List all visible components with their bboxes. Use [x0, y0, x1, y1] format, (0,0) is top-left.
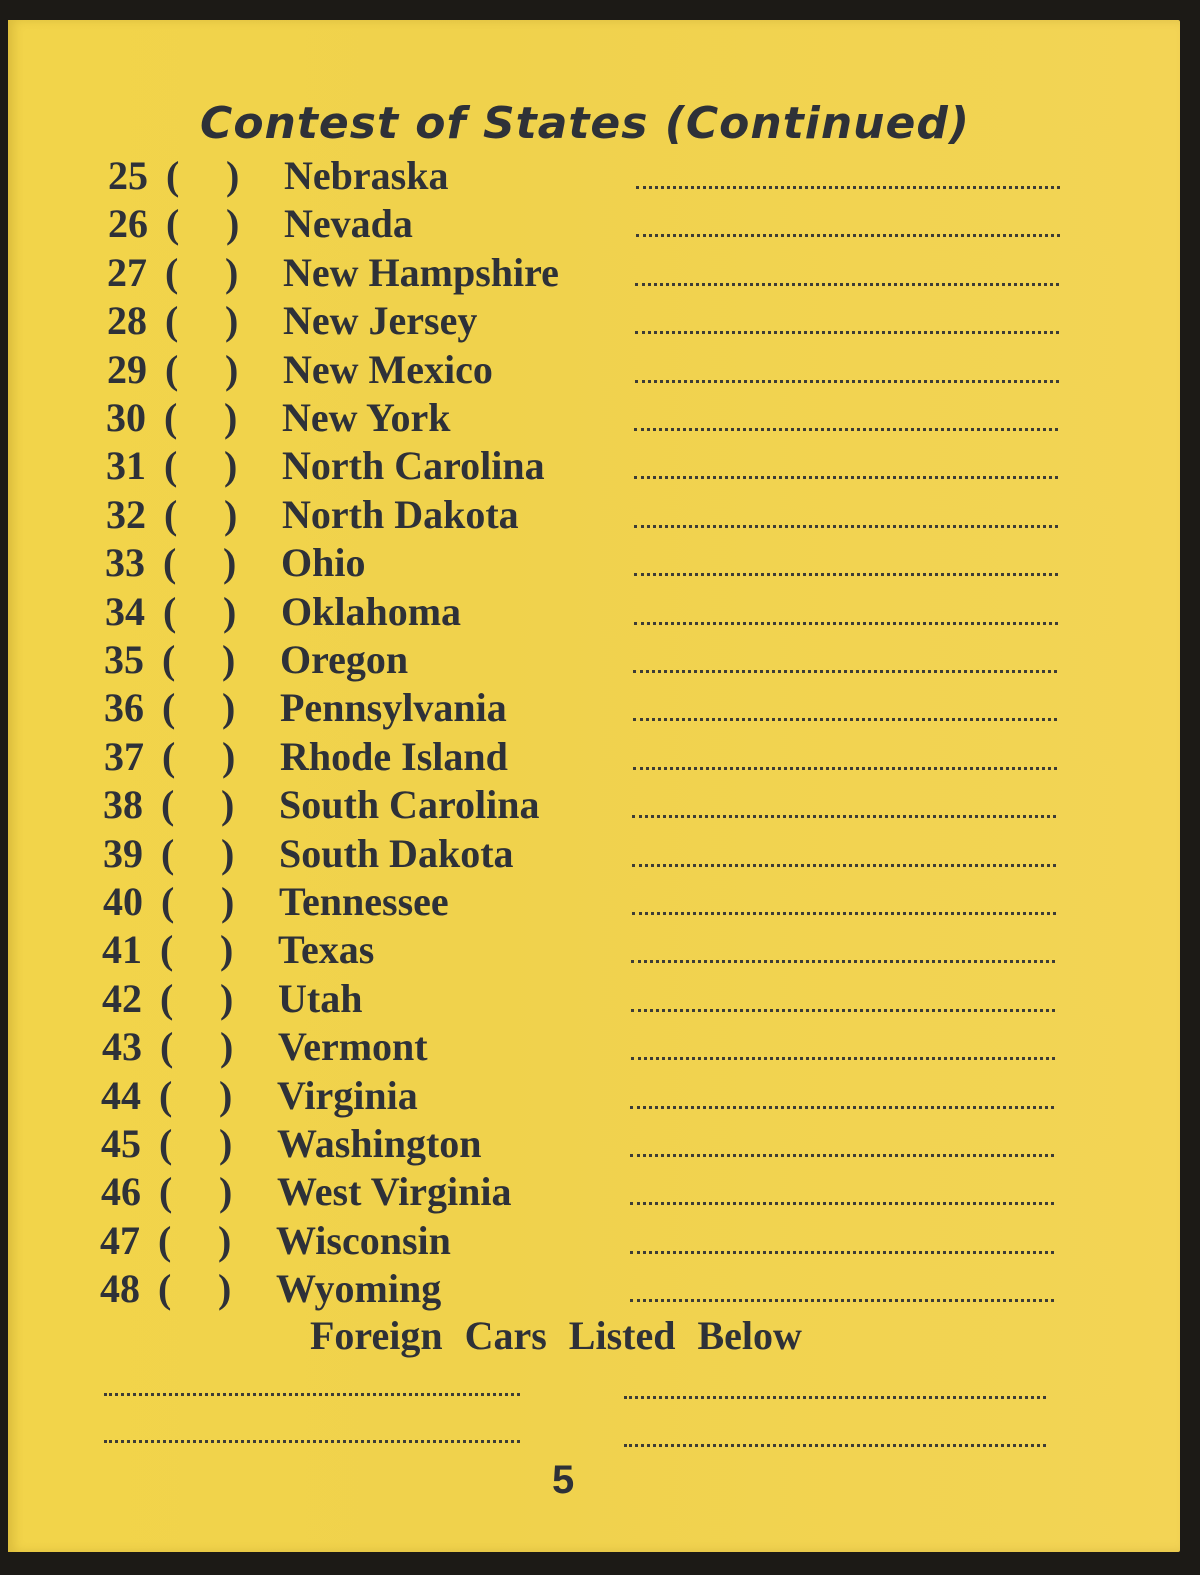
checkbox-open-paren[interactable]: ( — [159, 1073, 173, 1118]
state-number: 27 — [107, 250, 147, 295]
checkbox-close-paren[interactable]: ) — [226, 201, 240, 246]
page-title: Contest of States (Continued) — [200, 98, 970, 149]
foreign-cars-heading: Foreign Cars Listed Below — [310, 1313, 802, 1358]
checkbox-open-paren[interactable]: ( — [165, 250, 179, 295]
state-name: Oregon — [280, 637, 409, 682]
state-row — [92, 152, 1072, 200]
entry-dotted-line[interactable] — [634, 476, 1058, 479]
checkbox-close-paren[interactable]: ) — [225, 347, 239, 392]
state-name: West Virginia — [277, 1169, 512, 1214]
checkbox-close-paren[interactable]: ) — [224, 395, 238, 440]
state-name: South Carolina — [279, 782, 540, 827]
state-number: 38 — [103, 782, 143, 827]
state-row — [89, 588, 1069, 636]
state-row — [91, 297, 1071, 345]
state-number: 31 — [106, 443, 146, 488]
checkbox-close-paren[interactable]: ) — [223, 589, 237, 634]
page-number: 5 — [552, 1458, 575, 1502]
state-number: 34 — [105, 589, 145, 634]
checkbox-close-paren[interactable]: ) — [224, 443, 238, 488]
state-row — [88, 636, 1068, 684]
entry-dotted-line[interactable] — [630, 1106, 1054, 1109]
checkbox-close-paren[interactable]: ) — [221, 879, 235, 924]
checkbox-close-paren[interactable]: ) — [222, 637, 236, 682]
checkbox-close-paren[interactable]: ) — [219, 1169, 233, 1214]
state-row — [84, 1217, 1064, 1265]
checkbox-open-paren[interactable]: ( — [166, 201, 180, 246]
state-name: Wyoming — [276, 1266, 442, 1311]
state-name: Tennessee — [279, 879, 449, 924]
state-row — [84, 1265, 1064, 1313]
checkbox-close-paren[interactable]: ) — [220, 976, 234, 1021]
foreign-entry-line[interactable] — [624, 1444, 1046, 1447]
checkbox-close-paren[interactable]: ) — [223, 540, 237, 585]
checkbox-open-paren[interactable]: ( — [162, 637, 176, 682]
checkbox-open-paren[interactable]: ( — [164, 395, 178, 440]
state-number: 30 — [106, 395, 146, 440]
checkbox-close-paren[interactable]: ) — [224, 492, 238, 537]
checkbox-open-paren[interactable]: ( — [162, 685, 176, 730]
checkbox-close-paren[interactable]: ) — [218, 1266, 232, 1311]
state-number: 26 — [108, 201, 148, 246]
checkbox-close-paren[interactable]: ) — [221, 831, 235, 876]
checkbox-open-paren[interactable]: ( — [161, 782, 175, 827]
foreign-entry-line[interactable] — [624, 1396, 1046, 1399]
checkbox-open-paren[interactable]: ( — [160, 927, 174, 972]
checkbox-close-paren[interactable]: ) — [222, 734, 236, 779]
state-name: New Jersey — [283, 298, 478, 343]
state-row — [89, 539, 1069, 587]
state-number: 45 — [101, 1121, 141, 1166]
state-name: Oklahoma — [281, 589, 462, 634]
entry-dotted-line[interactable] — [630, 1299, 1054, 1302]
checkbox-open-paren[interactable]: ( — [160, 1024, 174, 1069]
checkbox-close-paren[interactable]: ) — [220, 927, 234, 972]
state-name: New Hampshire — [283, 250, 559, 295]
state-number: 28 — [107, 298, 147, 343]
state-number: 40 — [103, 879, 143, 924]
state-number: 46 — [101, 1169, 141, 1214]
entry-dotted-line[interactable] — [630, 1202, 1054, 1205]
state-number: 44 — [101, 1073, 141, 1118]
state-name: South Dakota — [279, 831, 514, 876]
state-number: 39 — [103, 831, 143, 876]
state-row — [91, 346, 1071, 394]
state-row — [86, 975, 1066, 1023]
state-number: 42 — [102, 976, 142, 1021]
entry-dotted-line[interactable] — [632, 912, 1056, 915]
checkbox-open-paren[interactable]: ( — [161, 831, 175, 876]
state-number: 29 — [107, 347, 147, 392]
state-name: Texas — [278, 927, 375, 972]
state-name: New Mexico — [283, 347, 493, 392]
entry-dotted-line[interactable] — [633, 670, 1057, 673]
state-row — [87, 830, 1067, 878]
state-number: 43 — [102, 1024, 142, 1069]
checkbox-open-paren[interactable]: ( — [163, 540, 177, 585]
state-row — [87, 781, 1067, 829]
state-number: 36 — [104, 685, 144, 730]
entry-dotted-line[interactable] — [634, 525, 1058, 528]
state-number: 48 — [100, 1266, 140, 1311]
entry-dotted-line[interactable] — [630, 1251, 1054, 1254]
state-row — [90, 442, 1070, 490]
state-number: 41 — [102, 927, 142, 972]
state-row — [88, 733, 1068, 781]
checkbox-open-paren[interactable]: ( — [158, 1266, 172, 1311]
entry-dotted-line[interactable] — [635, 283, 1059, 286]
state-row — [90, 394, 1070, 442]
state-number: 32 — [106, 492, 146, 537]
state-name: Nebraska — [284, 153, 449, 198]
entry-dotted-line[interactable] — [636, 186, 1060, 189]
checkbox-open-paren[interactable]: ( — [164, 492, 178, 537]
state-row — [92, 200, 1072, 248]
state-name: Utah — [278, 976, 363, 1021]
state-number: 33 — [105, 540, 145, 585]
entry-dotted-line[interactable] — [631, 1057, 1055, 1060]
checkbox-open-paren[interactable]: ( — [165, 347, 179, 392]
state-name: North Dakota — [282, 492, 519, 537]
state-name: Virginia — [277, 1073, 418, 1118]
state-row — [85, 1072, 1065, 1120]
entry-dotted-line[interactable] — [634, 622, 1058, 625]
checkbox-close-paren[interactable]: ) — [219, 1121, 233, 1166]
checkbox-close-paren[interactable]: ) — [220, 1024, 234, 1069]
foreign-entry-line[interactable] — [104, 1393, 520, 1396]
checkbox-open-paren[interactable]: ( — [166, 153, 180, 198]
checkbox-open-paren[interactable]: ( — [161, 879, 175, 924]
checkbox-close-paren[interactable]: ) — [225, 250, 239, 295]
entry-dotted-line[interactable] — [634, 573, 1058, 576]
checkbox-close-paren[interactable]: ) — [226, 153, 240, 198]
state-name: Pennsylvania — [280, 685, 507, 730]
state-number: 37 — [104, 734, 144, 779]
state-name: Ohio — [281, 540, 366, 585]
checkbox-open-paren[interactable]: ( — [159, 1121, 173, 1166]
checkbox-open-paren[interactable]: ( — [158, 1218, 172, 1263]
checkbox-open-paren[interactable]: ( — [159, 1169, 173, 1214]
entry-dotted-line[interactable] — [633, 718, 1057, 721]
state-row — [86, 1023, 1066, 1071]
state-name: Rhode Island — [280, 734, 508, 779]
state-name: Vermont — [278, 1024, 428, 1069]
state-row — [91, 249, 1071, 297]
state-row — [88, 684, 1068, 732]
entry-dotted-line[interactable] — [632, 815, 1056, 818]
state-row — [85, 1120, 1065, 1168]
state-number: 35 — [104, 637, 144, 682]
entry-dotted-line[interactable] — [634, 428, 1058, 431]
checkbox-open-paren[interactable]: ( — [160, 976, 174, 1021]
entry-dotted-line[interactable] — [635, 331, 1059, 334]
state-row — [86, 926, 1066, 974]
entry-dotted-line[interactable] — [632, 864, 1056, 867]
checkbox-close-paren[interactable]: ) — [221, 782, 235, 827]
state-number: 25 — [108, 153, 148, 198]
state-name: Washington — [277, 1121, 482, 1166]
checkbox-open-paren[interactable]: ( — [163, 589, 177, 634]
checkbox-close-paren[interactable]: ) — [219, 1073, 233, 1118]
state-row — [87, 878, 1067, 926]
state-name: New York — [282, 395, 451, 440]
entry-dotted-line[interactable] — [635, 380, 1059, 383]
state-row — [85, 1168, 1065, 1216]
state-row — [90, 491, 1070, 539]
state-name: North Carolina — [282, 443, 545, 488]
entry-dotted-line[interactable] — [631, 1009, 1055, 1012]
entry-dotted-line[interactable] — [633, 767, 1057, 770]
checkbox-open-paren[interactable]: ( — [164, 443, 178, 488]
state-number: 47 — [100, 1218, 140, 1263]
foreign-entry-line[interactable] — [104, 1440, 520, 1443]
checkbox-open-paren[interactable]: ( — [165, 298, 179, 343]
checkbox-open-paren[interactable]: ( — [162, 734, 176, 779]
entry-dotted-line[interactable] — [630, 1154, 1054, 1157]
checkbox-close-paren[interactable]: ) — [222, 685, 236, 730]
state-name: Wisconsin — [276, 1218, 451, 1263]
checkbox-close-paren[interactable]: ) — [225, 298, 239, 343]
entry-dotted-line[interactable] — [636, 234, 1060, 237]
checkbox-close-paren[interactable]: ) — [218, 1218, 232, 1263]
state-name: Nevada — [284, 201, 413, 246]
entry-dotted-line[interactable] — [631, 960, 1055, 963]
